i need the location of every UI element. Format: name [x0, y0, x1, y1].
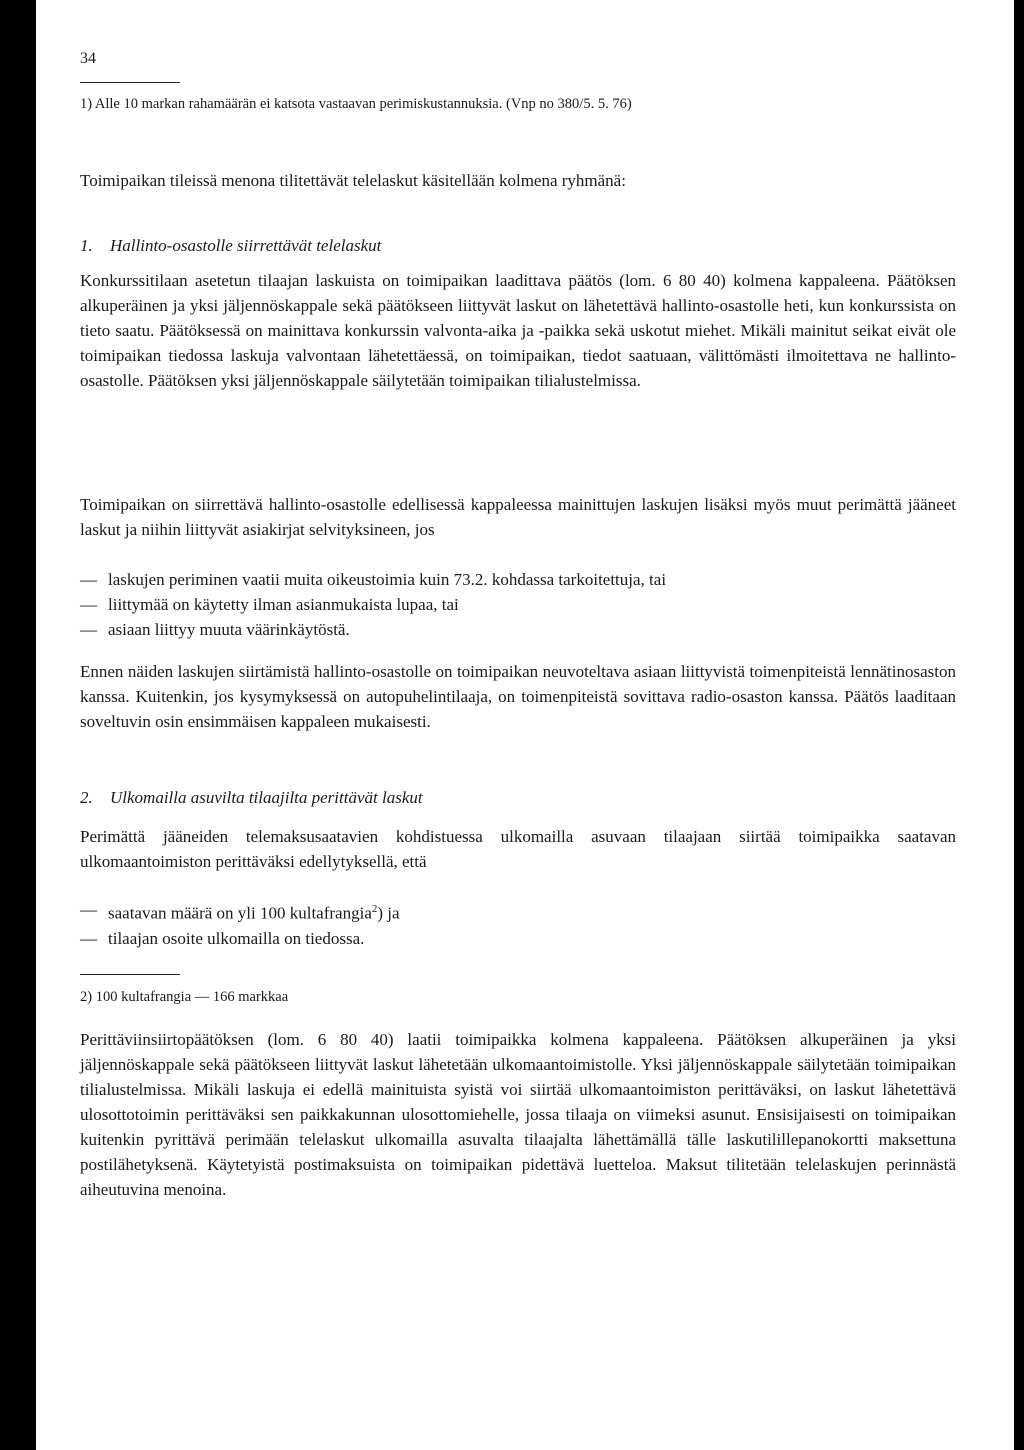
list-item-text: tilaajan osoite ulkomailla on tiedossa. [108, 928, 365, 948]
section-1-paragraph-2: Toimipaikan on siirrettävä hallinto-osastolle edellisessä kappaleessa mainittujen laskujen lisäksi myös muut perimättä jääneet laskut ja niihin liittyvät asiakirjat selvityksineen, jos [80, 495, 956, 539]
section-2-paragraph-2: Perittäviinsiirtopäätöksen (lom. 6 80 40) laatii toimipaikka kolmena kappaleena. Päätöksen alkuperäinen ja yksi jäljennöskappale sekä päätökseen liittyvät laskut lähetetään ulkomaantoimistolle. Yksi jäljennöskappale säilytetään toimipaikan tilialustelmissa. Mikäli laskuja ei edellä mainituista syistä voi siirtää ulkomaantoimiston perittäväksi, on laskut lähetettävä ulosottotoimin perittäväksi sen paikkakunnan ulosottomiehelle, jossa tilaaja on viimeksi asunut. Ensisijaisesti on toimipaikan kuitenkin pyrittävä perimään telelaskut ulkomailla asuvalta tilaajalta lähettämällä tälle laskutilillepanokortti maksettuna postilähetyksenä. Käytetyistä postimaksuista on toimipaikan pidettävä luetteloa. Maksut tilitetään telelaskujen perinnästä aiheutuvina menoina. [80, 1030, 956, 1199]
page-number: 34 [80, 50, 96, 67]
section-1-number: 1. [80, 236, 93, 255]
footnote-rule-2 [80, 974, 180, 975]
footnote-2: 2) 100 kultafrangia — 166 markkaa [80, 989, 289, 1005]
section-1-paragraph-3: Ennen näiden laskujen siirtämistä hallinto-osastolle on toimipaikan neuvoteltava asiaan liittyvistä toimenpiteistä lennätinosaston kanssa. Kuitenkin, jos kysymyksessä on autopuhelintilaaja, on toimenpiteistä sovittava radio-osaston kanssa. Päätös laaditaan soveltuvin osin ensimmäisen kappaleen mukaisesti. [80, 662, 956, 731]
list-item-text: asiaan liittyy muuta väärinkäytöstä. [108, 620, 350, 639]
scan-edge-right [1014, 0, 1024, 1450]
list-item [80, 592, 956, 617]
dash-bullet: — [80, 620, 97, 639]
list-item [80, 897, 956, 926]
scan-edge-left [0, 0, 36, 1450]
footnote-1: 1) Alle 10 markan rahamäärän ei katsota vastaavan perimiskustannuksia. (Vnp no 380/5. 5. 76) [80, 96, 632, 112]
section-2-list [80, 897, 956, 951]
section-1-heading [80, 236, 381, 256]
footnote-rule [80, 82, 180, 83]
list-item-text-end: ) ja [377, 903, 400, 923]
list-item-text: liittymää on käytetty ilman asianmukaista lupaa, tai [108, 595, 459, 614]
dash-bullet: — [80, 900, 97, 919]
list-item-text: laskujen periminen vaatii muita oikeustoimia kuin 73.2. kohdassa tarkoitettuja, tai [108, 570, 667, 589]
section-2-title: Ulkomailla asuvilta tilaajilta perittävät laskut [110, 788, 423, 807]
intro-paragraph: Toimipaikan tileissä menona tilitettävät telelaskut käsitellään kolmena ryhmänä: [80, 171, 626, 190]
section-2-number: 2. [80, 788, 93, 807]
dash-bullet: — [80, 928, 97, 948]
list-item [80, 617, 956, 642]
section-1-title: Hallinto-osastolle siirrettävät telelaskut [110, 236, 382, 255]
section-2-heading [80, 788, 423, 808]
section-1-paragraph-1: Konkurssitilaan asetetun tilaajan laskuista on toimipaikan laadittava päätös (lom. 6 80 40) kolmena kappaleena. Päätöksen alkuperäinen ja yksi jäljennöskappale sekä päätökseen liittyvät laskut on lähetettävä hallinto-osastolle heti, kun konkurssista on tieto saatu. Päätöksessä on mainittava konkurssin valvonta-aika ja -paikka sekä uskotut miehet. Mikäli mainitut seikat eivät ole toimipaikan tiedossa laskuja valvontaan lähetettäessä, on toimipaikan, tiedot saatuaan, välittömästi ilmoitettava ne hallinto-osastolle. Päätöksen yksi jäljennöskappale säilytetään toimipaikan tilialustelmissa. [80, 271, 956, 390]
dash-bullet: — [80, 570, 97, 589]
footnote-reference: 2 [371, 903, 378, 915]
section-2-paragraph-1: Perimättä jääneiden telemaksusaatavien kohdistuessa ulkomailla asuvaan tilaajaan siirtää toimipaikka saatavan ulkomaantoimiston perittäväksi edellytyksellä, että [80, 827, 956, 871]
section-1-list [80, 567, 956, 642]
list-item-text: saatavan määrä on yli 100 kultafrangia [108, 903, 372, 923]
list-item [80, 567, 956, 592]
list-item [80, 926, 956, 951]
dash-bullet: — [80, 595, 97, 614]
